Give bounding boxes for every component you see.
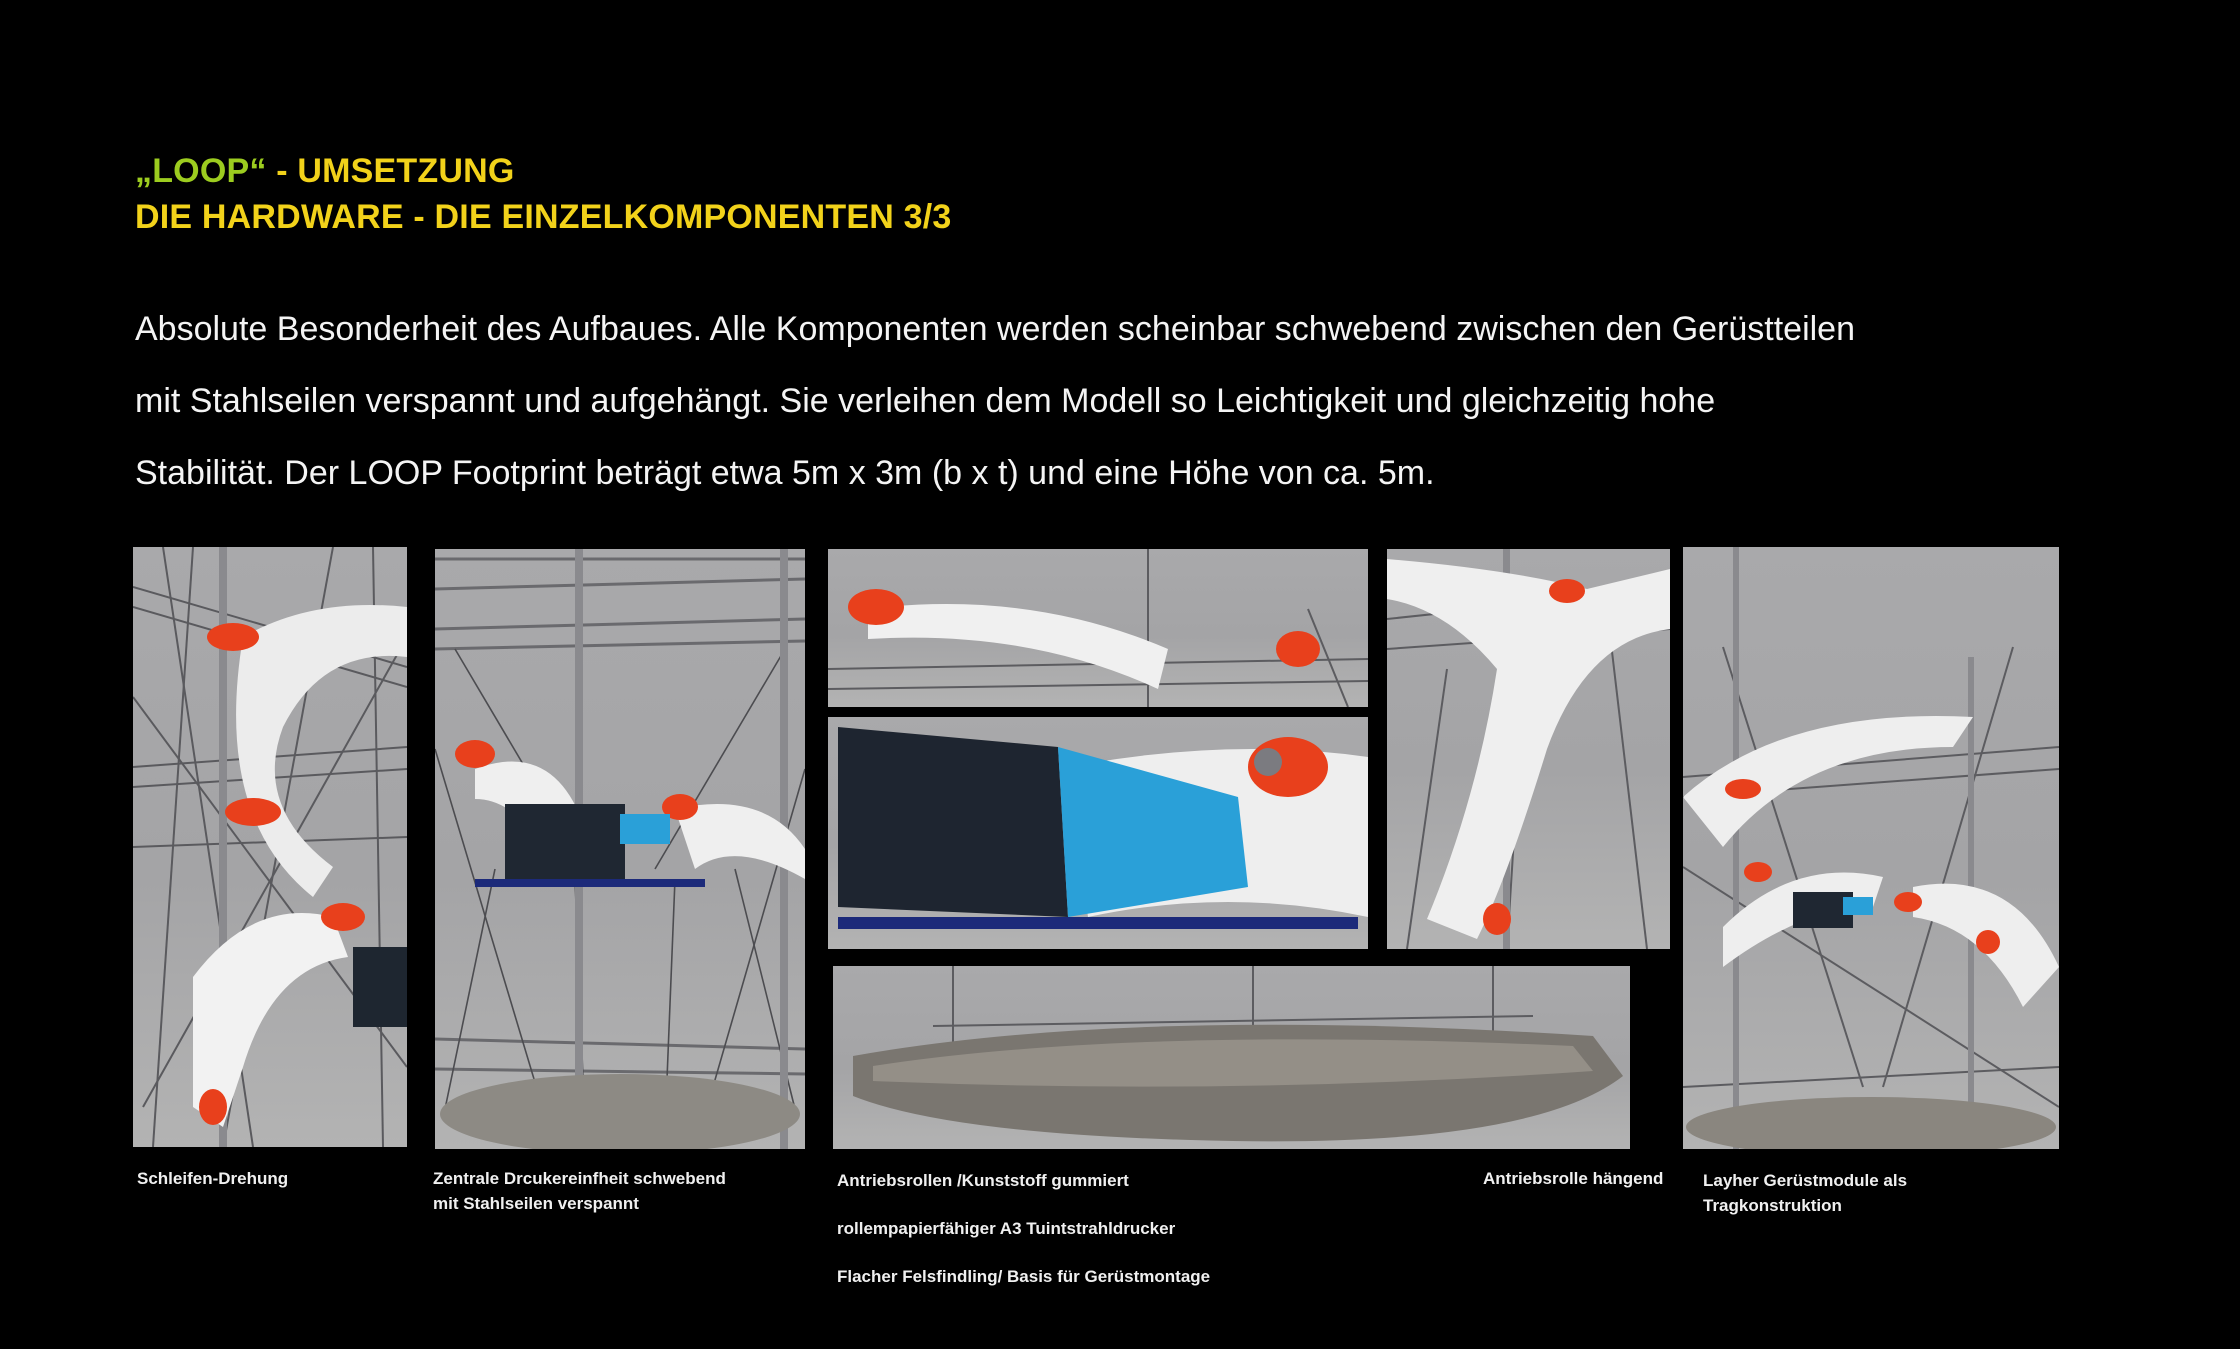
caption-scaffold-modules-line-2: Tragkonstruktion <box>1703 1196 1842 1215</box>
caption-central-printer <box>433 1166 726 1216</box>
caption-drive-rollers: Antriebsrollen /Kunststoff gummiert <box>837 1171 1129 1190</box>
hanging-roller-photo <box>1387 549 1670 949</box>
title-line-2: DIE HARDWARE - DIE EINZELKOMPONENTEN 3/3 <box>135 198 952 236</box>
rock-base-photo <box>833 966 1630 1149</box>
caption-rock-base: Flacher Felsfindling/ Basis für Gerüstmontage <box>837 1267 1211 1286</box>
title-loop: „LOOP“ <box>135 152 267 190</box>
body-text-line-1: Absolute Besonderheit des Aufbaues. Alle Komponenten werden scheinbar schwebend zwischen den Gerüstteilen <box>135 310 1856 348</box>
caption-central-printer-line-1: Zentrale Drcukereinfheit schwebend <box>433 1169 726 1188</box>
caption-schleifen-drehung: Schleifen-Drehung <box>137 1169 289 1188</box>
body-text-line-3: Stabilität. Der LOOP Footprint beträgt etwa 5m x 3m (b x t) und eine Höhe von ca. 5m. <box>135 454 1435 492</box>
central-printer-photo <box>435 549 805 1149</box>
caption-scaffold-modules-line-1: Layher Gerüstmodule als <box>1703 1171 1908 1190</box>
title-line-1 <box>135 152 514 191</box>
title-umsetzung: - UMSETZUNG <box>266 152 515 190</box>
body-text-line-2: mit Stahlseilen verspannt und aufgehängt. Sie verleihen dem Modell so Leichtigkeit und gleichzeitig hohe <box>135 382 1716 420</box>
printer-closeup-photo <box>828 717 1368 949</box>
drive-rollers-photo <box>828 549 1368 707</box>
caption-scaffold-modules <box>1703 1168 1907 1218</box>
scaffold-loop-photo <box>133 547 407 1147</box>
full-model-photo <box>1683 547 2059 1149</box>
caption-printer: rollempapierfähiger A3 Tuintstrahldrucker <box>837 1219 1176 1238</box>
caption-hanging-roller: Antriebsrolle hängend <box>1483 1169 1664 1188</box>
caption-central-printer-line-2: mit Stahlseilen verspannt <box>433 1194 639 1213</box>
